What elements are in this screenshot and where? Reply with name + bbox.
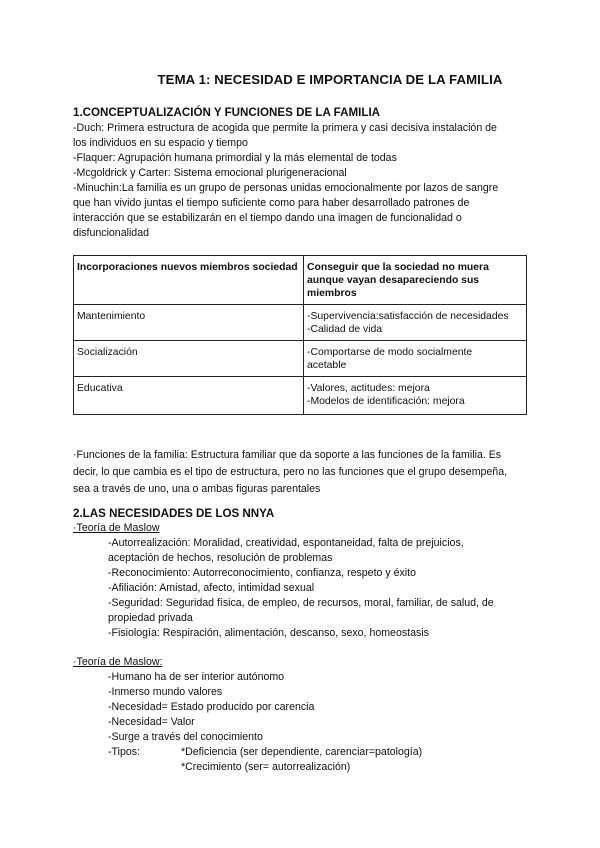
text-line: ·Funciones de la familia: Estructura familiar que da soporte a las funciones de la familia. Es (73, 449, 502, 461)
text-line: decir, lo que cambia es el tipo de estructura, pero no las funciones que el grupo desempeña, (73, 466, 508, 478)
text-line: -Minuchin:La familia es un grupo de personas unidas emocionalmente por lazos de sangre (73, 182, 499, 194)
table-header-cell: Conseguir que la sociedad no muera aunque vayan desapareciendo sus miembros (304, 256, 527, 305)
text-line: sea a través de uno, una o ambas figuras parentales (73, 483, 321, 495)
document-title: TEMA 1: NECESIDAD E IMPORTANCIA DE LA FAMILIA (157, 72, 503, 87)
maslow1-list (108, 536, 528, 641)
text-line: interacción que se estabilizarán en el tiempo dando una imagen de funcionalidad o (73, 212, 462, 224)
text-line: -Flaquer: Agrupación humana primordial y la más elemental de todas (73, 152, 397, 164)
list-item: -Necesidad= Valor (108, 716, 195, 728)
table-cell (304, 377, 527, 415)
list-item: -Fisiología: Respiración, alimentación, descanso, sexo, homeostasis (108, 627, 429, 639)
text-line: -Mcgoldrick y Carter: Sistema emocional plurigeneracional (73, 167, 347, 179)
section1-heading: 1.CONCEPTUALIZACIÓN Y FUNCIONES DE LA FAMILIA (73, 106, 381, 119)
list-item: aceptación de hechos, resolución de problemas (108, 552, 333, 564)
text-line: que han vivido juntas el tiempo suficiente como para haber desarrollado patrones de (73, 197, 470, 209)
cell-line: acetable (307, 360, 347, 371)
tipos-label: -Tipos: (108, 746, 140, 758)
tipos-row (108, 760, 528, 775)
list-item: -Afiliación: Amistad, afecto, intimidad sexual (108, 582, 315, 594)
functions-table (73, 255, 527, 415)
tipos-row (108, 745, 528, 760)
table-header-cell: Incorporaciones nuevos miembros sociedad (74, 256, 304, 305)
list-item: -Reconocimiento: Autorreconocimiento, confianza, respeto y éxito (108, 567, 416, 579)
cell-line: -Valores, actitudes: mejora (307, 383, 430, 394)
maslow2-title-text: ·Teoría de Maslow: (73, 656, 163, 668)
maslow2-list (108, 670, 528, 775)
text-line: -Duch: Primera estructura de acogida que permite la primera y casi decisiva instalación de (73, 122, 497, 134)
list-item: -Necesidad= Estado producido por carencia (108, 701, 315, 713)
maslow1-title-text: ·Teoría de Maslow (73, 522, 160, 534)
section2-heading: 2.LAS NECESIDADES DE LOS NNYA (73, 507, 275, 520)
list-item: propiedad privada (108, 612, 193, 624)
maslow1-title (73, 521, 528, 536)
cell-line: -Comportarse de modo socialmente (307, 347, 473, 358)
list-item: -Inmerso mundo valores (108, 686, 223, 698)
tipos-item: *Crecimiento (ser= autorrealización) (181, 761, 351, 773)
table-header-row (74, 256, 527, 305)
maslow2-title (73, 655, 528, 670)
table-cell: Educativa (74, 377, 304, 415)
table-cell (304, 341, 527, 377)
text-line: disfuncionalidad (73, 227, 149, 239)
list-item: -Humano ha de ser interior autónomo (108, 671, 285, 683)
table-row (74, 305, 527, 341)
list-item: -Autorrealización: Moralidad, creatividad, espontaneidad, falta de prejuicios, (108, 537, 464, 549)
list-item: -Seguridad: Seguridad física, de empleo, de recursos, moral, familiar, de salud, de (108, 597, 494, 609)
text-line: los individuos en su espacio y tiempo (73, 137, 248, 149)
table-row (74, 377, 527, 415)
funciones-paragraph (73, 447, 528, 498)
tipos-item: *Deficiencia (ser dependiente, carenciar=patología) (181, 746, 423, 758)
table-cell: Socialización (74, 341, 304, 377)
cell-line: -Supervivencia:satisfacción de necesidades (307, 311, 509, 322)
table-row (74, 341, 527, 377)
list-item: -Surge a través del conocimiento (108, 731, 263, 743)
cell-line: -Modelos de identificación: mejora (307, 396, 465, 407)
section1-body (73, 121, 528, 241)
table-cell: Mantenimiento (74, 305, 304, 341)
table-cell (304, 305, 527, 341)
cell-line: -Calidad de vida (307, 324, 383, 335)
